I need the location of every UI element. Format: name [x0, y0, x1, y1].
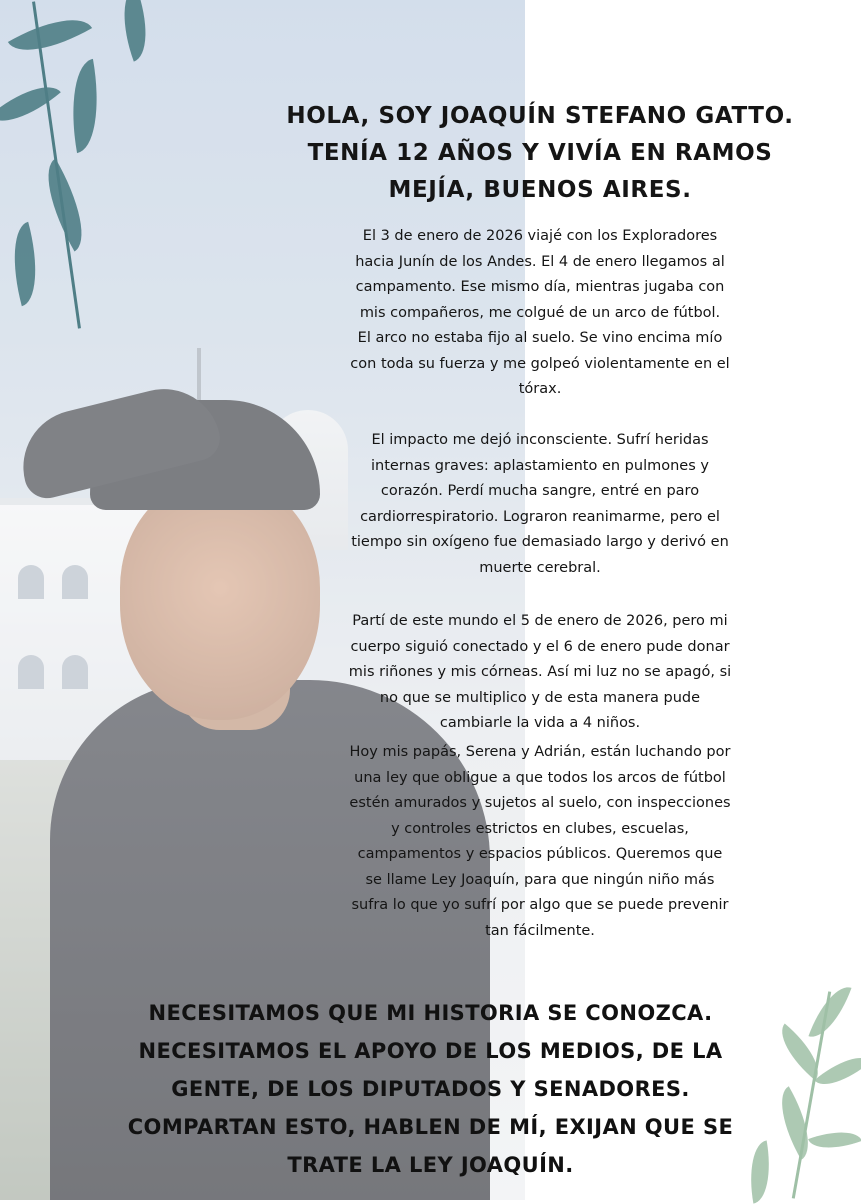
- paragraph-line: hacia Junín de los Andes. El 4 de enero llegamos al: [355, 253, 725, 270]
- cta-line: GENTE, DE LOS DIPUTADOS Y SENADORES.: [171, 1077, 690, 1101]
- cta-line: COMPARTAN ESTO, HABLEN DE MÍ, EXIJAN QUE SE: [127, 1115, 734, 1139]
- paragraph-line: se llame Ley Joaquín, para que ningún niño más: [365, 871, 715, 888]
- paragraph-line: El impacto me dejó inconsciente. Sufrí heridas: [371, 432, 709, 448]
- page-title: [240, 98, 840, 209]
- paragraph-line: cambiarle la vida a 4 niños.: [439, 715, 641, 731]
- paragraph-line: campamentos y espacios públicos. Queremos que: [357, 846, 723, 862]
- paragraph-injury: [260, 428, 820, 581]
- paragraph-line: con toda su fuerza y me golpeó violentamente en el: [350, 355, 730, 372]
- paragraph-donation: [260, 609, 820, 737]
- paragraph-line: y controles estrictos en clubes, escuelas,: [391, 820, 689, 837]
- paragraph-line: tiempo sin oxígeno fue demasiado largo y derivó en: [351, 534, 729, 550]
- paragraph-trip: [260, 224, 820, 403]
- paragraph-line: tan fácilmente.: [485, 922, 595, 939]
- title-line: TENÍA 12 AÑOS Y VIVÍA EN RAMOS: [307, 140, 773, 166]
- paragraph-line: sufra lo que yo sufrí por algo que se puede prevenir: [351, 897, 729, 913]
- paragraph-line: cardiorrespiratorio. Lograron reanimarme, pero el: [360, 508, 720, 525]
- paragraph-line: mis compañeros, me colgué de un arco de fútbol.: [359, 304, 721, 321]
- cta-line: NECESITAMOS EL APOYO DE LOS MEDIOS, DE LA: [138, 1039, 723, 1063]
- title-line: MEJÍA, BUENOS AIRES.: [388, 177, 692, 203]
- title-line: HOLA, SOY JOAQUÍN STEFANO GATTO.: [286, 103, 794, 129]
- paragraph-line: mis riñones y mis córneas. Así mi luz no se apagó, si: [348, 664, 732, 680]
- paragraph-line: cuerpo siguió conectado y el 6 de enero pude donar: [350, 638, 730, 655]
- paragraph-line: no que se multiplico y de esta manera pude: [379, 689, 701, 706]
- cta-line: TRATE LA LEY JOAQUÍN.: [287, 1153, 574, 1177]
- paragraph-line: tórax.: [518, 381, 562, 397]
- paragraph-line: una ley que obligue a que todos los arcos de fútbol: [354, 769, 726, 786]
- paragraph-line: estén amurados y sujetos al suelo, con inspecciones: [349, 795, 731, 811]
- paragraph-line: Hoy mis papás, Serena y Adrián, están luchando por: [349, 744, 731, 760]
- paragraph-line: campamento. Ese mismo día, mientras jugaba con: [355, 279, 725, 295]
- cta-line: NECESITAMOS QUE MI HISTORIA SE CONOZCA.: [148, 1001, 713, 1025]
- paragraph-line: muerte cerebral.: [479, 559, 601, 576]
- paragraph-line: Partí de este mundo el 5 de enero de 2026, pero mi: [352, 613, 728, 629]
- paragraph-line: El 3 de enero de 2026 viajé con los Exploradores: [362, 228, 718, 244]
- paragraph-line: corazón. Perdí mucha sangre, entré en paro: [380, 483, 700, 499]
- call-to-action: [0, 994, 861, 1184]
- paragraph-line: internas graves: aplastamiento en pulmones y: [371, 457, 709, 474]
- paragraph-law: [260, 740, 820, 944]
- paragraph-line: El arco no estaba fijo al suelo. Se vino encima mío: [357, 330, 723, 346]
